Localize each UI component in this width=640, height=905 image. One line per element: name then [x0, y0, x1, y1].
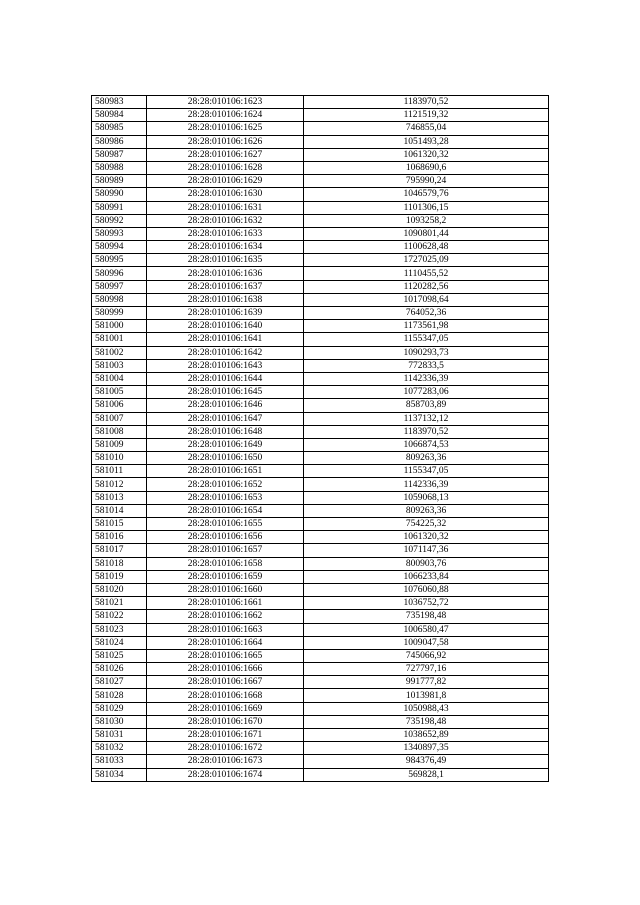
cell-value: 1121519,32 — [304, 109, 549, 122]
cell-record-id: 580993 — [92, 227, 147, 240]
cell-record-id: 580998 — [92, 293, 147, 306]
cell-cadastral-number: 28:28:010106:1659 — [147, 570, 304, 583]
cell-cadastral-number: 28:28:010106:1634 — [147, 241, 304, 254]
cell-cadastral-number: 28:28:010106:1666 — [147, 663, 304, 676]
cell-value: 1340897,35 — [304, 742, 549, 755]
cell-value: 1046579,76 — [304, 188, 549, 201]
cell-value: 1013981,8 — [304, 689, 549, 702]
cell-cadastral-number: 28:28:010106:1636 — [147, 267, 304, 280]
cell-cadastral-number: 28:28:010106:1656 — [147, 531, 304, 544]
cell-cadastral-number: 28:28:010106:1660 — [147, 583, 304, 596]
cell-value: 1155347,05 — [304, 465, 549, 478]
table-row — [92, 755, 549, 768]
cell-value: 1051493,28 — [304, 135, 549, 148]
cell-value: 1066233,84 — [304, 570, 549, 583]
cell-cadastral-number: 28:28:010106:1658 — [147, 557, 304, 570]
cell-value: 1090801,44 — [304, 227, 549, 240]
cell-value: 1050988,43 — [304, 702, 549, 715]
cell-record-id: 580983 — [92, 96, 147, 109]
table-row — [92, 636, 549, 649]
cell-record-id: 581031 — [92, 729, 147, 742]
cell-record-id: 581027 — [92, 676, 147, 689]
cell-cadastral-number: 28:28:010106:1671 — [147, 729, 304, 742]
cell-cadastral-number: 28:28:010106:1651 — [147, 465, 304, 478]
cell-record-id: 580984 — [92, 109, 147, 122]
cell-record-id: 581021 — [92, 597, 147, 610]
cell-record-id: 581018 — [92, 557, 147, 570]
cell-record-id: 581006 — [92, 399, 147, 412]
cell-value: 727797,16 — [304, 663, 549, 676]
table-row — [92, 570, 549, 583]
table-row — [92, 557, 549, 570]
cell-cadastral-number: 28:28:010106:1653 — [147, 491, 304, 504]
table-row — [92, 689, 549, 702]
cell-cadastral-number: 28:28:010106:1644 — [147, 372, 304, 385]
table-row — [92, 491, 549, 504]
cell-value: 858703,89 — [304, 399, 549, 412]
cell-record-id: 581009 — [92, 438, 147, 451]
cell-cadastral-number: 28:28:010106:1663 — [147, 623, 304, 636]
cell-cadastral-number: 28:28:010106:1640 — [147, 320, 304, 333]
cell-value: 991777,82 — [304, 676, 549, 689]
cell-record-id: 580991 — [92, 201, 147, 214]
cell-value: 809263,36 — [304, 452, 549, 465]
cell-cadastral-number: 28:28:010106:1627 — [147, 148, 304, 161]
table-row — [92, 293, 549, 306]
cell-value: 1059068,13 — [304, 491, 549, 504]
cell-value: 1061320,32 — [304, 531, 549, 544]
table-row — [92, 122, 549, 135]
cell-cadastral-number: 28:28:010106:1635 — [147, 254, 304, 267]
table-row — [92, 768, 549, 781]
cell-value: 1006580,47 — [304, 623, 549, 636]
cell-value: 800903,76 — [304, 557, 549, 570]
table-row — [92, 649, 549, 662]
cell-record-id: 581002 — [92, 346, 147, 359]
cell-cadastral-number: 28:28:010106:1662 — [147, 610, 304, 623]
cell-cadastral-number: 28:28:010106:1661 — [147, 597, 304, 610]
cell-record-id: 580999 — [92, 307, 147, 320]
table-row — [92, 280, 549, 293]
cell-record-id: 580994 — [92, 241, 147, 254]
cell-record-id: 581025 — [92, 649, 147, 662]
cell-cadastral-number: 28:28:010106:1646 — [147, 399, 304, 412]
cell-value: 1090293,73 — [304, 346, 549, 359]
cell-record-id: 580986 — [92, 135, 147, 148]
cell-value: 1061320,32 — [304, 148, 549, 161]
table-row — [92, 96, 549, 109]
cell-cadastral-number: 28:28:010106:1668 — [147, 689, 304, 702]
cell-cadastral-number: 28:28:010106:1643 — [147, 359, 304, 372]
cell-value: 1077283,06 — [304, 386, 549, 399]
cell-cadastral-number: 28:28:010106:1670 — [147, 715, 304, 728]
table-row — [92, 241, 549, 254]
table-row — [92, 715, 549, 728]
cell-record-id: 581016 — [92, 531, 147, 544]
cell-cadastral-number: 28:28:010106:1628 — [147, 161, 304, 174]
table-row — [92, 518, 549, 531]
cell-record-id: 580992 — [92, 214, 147, 227]
cell-record-id: 580997 — [92, 280, 147, 293]
data-table — [91, 95, 549, 782]
cell-cadastral-number: 28:28:010106:1652 — [147, 478, 304, 491]
cell-cadastral-number: 28:28:010106:1672 — [147, 742, 304, 755]
table-row — [92, 307, 549, 320]
table-row — [92, 135, 549, 148]
cell-value: 746855,04 — [304, 122, 549, 135]
cell-value: 772833,5 — [304, 359, 549, 372]
cell-cadastral-number: 28:28:010106:1641 — [147, 333, 304, 346]
table-row — [92, 729, 549, 742]
cell-cadastral-number: 28:28:010106:1623 — [147, 96, 304, 109]
table-row — [92, 386, 549, 399]
cell-cadastral-number: 28:28:010106:1665 — [147, 649, 304, 662]
table-row — [92, 663, 549, 676]
cell-cadastral-number: 28:28:010106:1648 — [147, 425, 304, 438]
cell-value: 745066,92 — [304, 649, 549, 662]
cell-record-id: 580988 — [92, 161, 147, 174]
cell-value: 735198,48 — [304, 715, 549, 728]
cell-record-id: 581010 — [92, 452, 147, 465]
table-body — [92, 96, 549, 782]
table-row — [92, 597, 549, 610]
cell-value: 735198,48 — [304, 610, 549, 623]
cell-record-id: 581030 — [92, 715, 147, 728]
cell-record-id: 581020 — [92, 583, 147, 596]
cell-cadastral-number: 28:28:010106:1630 — [147, 188, 304, 201]
cell-cadastral-number: 28:28:010106:1650 — [147, 452, 304, 465]
cell-record-id: 580995 — [92, 254, 147, 267]
cell-record-id: 581028 — [92, 689, 147, 702]
table-row — [92, 412, 549, 425]
table-row — [92, 227, 549, 240]
table-row — [92, 267, 549, 280]
cell-value: 1155347,05 — [304, 333, 549, 346]
cell-record-id: 581015 — [92, 518, 147, 531]
table-row — [92, 478, 549, 491]
cell-value: 1100628,48 — [304, 241, 549, 254]
cell-cadastral-number: 28:28:010106:1647 — [147, 412, 304, 425]
cell-value: 764052,36 — [304, 307, 549, 320]
cell-value: 1142336,39 — [304, 478, 549, 491]
table-row — [92, 544, 549, 557]
cell-record-id: 581013 — [92, 491, 147, 504]
cell-value: 1120282,56 — [304, 280, 549, 293]
cell-record-id: 580990 — [92, 188, 147, 201]
cell-record-id: 581011 — [92, 465, 147, 478]
cell-value: 1017098,64 — [304, 293, 549, 306]
cell-cadastral-number: 28:28:010106:1638 — [147, 293, 304, 306]
cell-record-id: 581029 — [92, 702, 147, 715]
cell-record-id: 581003 — [92, 359, 147, 372]
table-row — [92, 372, 549, 385]
cell-record-id: 581000 — [92, 320, 147, 333]
cell-record-id: 580985 — [92, 122, 147, 135]
cell-value: 1137132,12 — [304, 412, 549, 425]
cell-value: 1093258,2 — [304, 214, 549, 227]
table-row — [92, 214, 549, 227]
cell-cadastral-number: 28:28:010106:1629 — [147, 175, 304, 188]
cell-cadastral-number: 28:28:010106:1649 — [147, 438, 304, 451]
cell-record-id: 581019 — [92, 570, 147, 583]
cell-record-id: 581022 — [92, 610, 147, 623]
table-row — [92, 148, 549, 161]
cell-cadastral-number: 28:28:010106:1637 — [147, 280, 304, 293]
cell-value: 569828,1 — [304, 768, 549, 781]
cell-record-id: 581026 — [92, 663, 147, 676]
cell-record-id: 580989 — [92, 175, 147, 188]
cell-record-id: 581033 — [92, 755, 147, 768]
table-row — [92, 254, 549, 267]
cell-value: 1727025,09 — [304, 254, 549, 267]
table-row — [92, 399, 549, 412]
cell-cadastral-number: 28:28:010106:1674 — [147, 768, 304, 781]
table-row — [92, 610, 549, 623]
cell-cadastral-number: 28:28:010106:1669 — [147, 702, 304, 715]
cell-value: 1173561,98 — [304, 320, 549, 333]
cell-cadastral-number: 28:28:010106:1645 — [147, 386, 304, 399]
cell-record-id: 581008 — [92, 425, 147, 438]
cell-cadastral-number: 28:28:010106:1631 — [147, 201, 304, 214]
cell-record-id: 581023 — [92, 623, 147, 636]
cell-value: 795990,24 — [304, 175, 549, 188]
cell-record-id: 580987 — [92, 148, 147, 161]
table-row — [92, 623, 549, 636]
cell-value: 1076060,88 — [304, 583, 549, 596]
cell-record-id: 581012 — [92, 478, 147, 491]
table-row — [92, 583, 549, 596]
cell-value: 1110455,52 — [304, 267, 549, 280]
table-row — [92, 201, 549, 214]
table-row — [92, 333, 549, 346]
cell-cadastral-number: 28:28:010106:1642 — [147, 346, 304, 359]
table-row — [92, 702, 549, 715]
table-row — [92, 465, 549, 478]
cell-cadastral-number: 28:28:010106:1667 — [147, 676, 304, 689]
cell-value: 1071147,36 — [304, 544, 549, 557]
table-row — [92, 504, 549, 517]
cell-record-id: 581007 — [92, 412, 147, 425]
cell-value: 1183970,52 — [304, 96, 549, 109]
cell-value: 1036752,72 — [304, 597, 549, 610]
table-row — [92, 531, 549, 544]
cell-cadastral-number: 28:28:010106:1639 — [147, 307, 304, 320]
table-row — [92, 109, 549, 122]
table-row — [92, 359, 549, 372]
cell-value: 1038652,89 — [304, 729, 549, 742]
cell-cadastral-number: 28:28:010106:1664 — [147, 636, 304, 649]
table-row — [92, 188, 549, 201]
table-row — [92, 346, 549, 359]
cell-cadastral-number: 28:28:010106:1654 — [147, 504, 304, 517]
cell-record-id: 581034 — [92, 768, 147, 781]
cell-value: 1009047,58 — [304, 636, 549, 649]
cell-record-id: 581001 — [92, 333, 147, 346]
table-row — [92, 676, 549, 689]
cell-cadastral-number: 28:28:010106:1625 — [147, 122, 304, 135]
table-row — [92, 425, 549, 438]
table-row — [92, 175, 549, 188]
table-row — [92, 742, 549, 755]
table-row — [92, 438, 549, 451]
cell-record-id: 581024 — [92, 636, 147, 649]
cell-value: 1101306,15 — [304, 201, 549, 214]
cell-cadastral-number: 28:28:010106:1632 — [147, 214, 304, 227]
cell-value: 1183970,52 — [304, 425, 549, 438]
cell-value: 1066874,53 — [304, 438, 549, 451]
table-row — [92, 320, 549, 333]
cell-record-id: 581004 — [92, 372, 147, 385]
table-row — [92, 452, 549, 465]
cell-record-id: 580996 — [92, 267, 147, 280]
cell-cadastral-number: 28:28:010106:1657 — [147, 544, 304, 557]
cell-cadastral-number: 28:28:010106:1626 — [147, 135, 304, 148]
cell-value: 1068690,6 — [304, 161, 549, 174]
cell-record-id: 581014 — [92, 504, 147, 517]
cell-record-id: 581032 — [92, 742, 147, 755]
cell-cadastral-number: 28:28:010106:1673 — [147, 755, 304, 768]
cell-cadastral-number: 28:28:010106:1624 — [147, 109, 304, 122]
cell-value: 754225,32 — [304, 518, 549, 531]
cell-value: 984376,49 — [304, 755, 549, 768]
cell-value: 1142336,39 — [304, 372, 549, 385]
cell-cadastral-number: 28:28:010106:1655 — [147, 518, 304, 531]
cell-record-id: 581017 — [92, 544, 147, 557]
cell-value: 809263,36 — [304, 504, 549, 517]
table-row — [92, 161, 549, 174]
cell-cadastral-number: 28:28:010106:1633 — [147, 227, 304, 240]
cell-record-id: 581005 — [92, 386, 147, 399]
